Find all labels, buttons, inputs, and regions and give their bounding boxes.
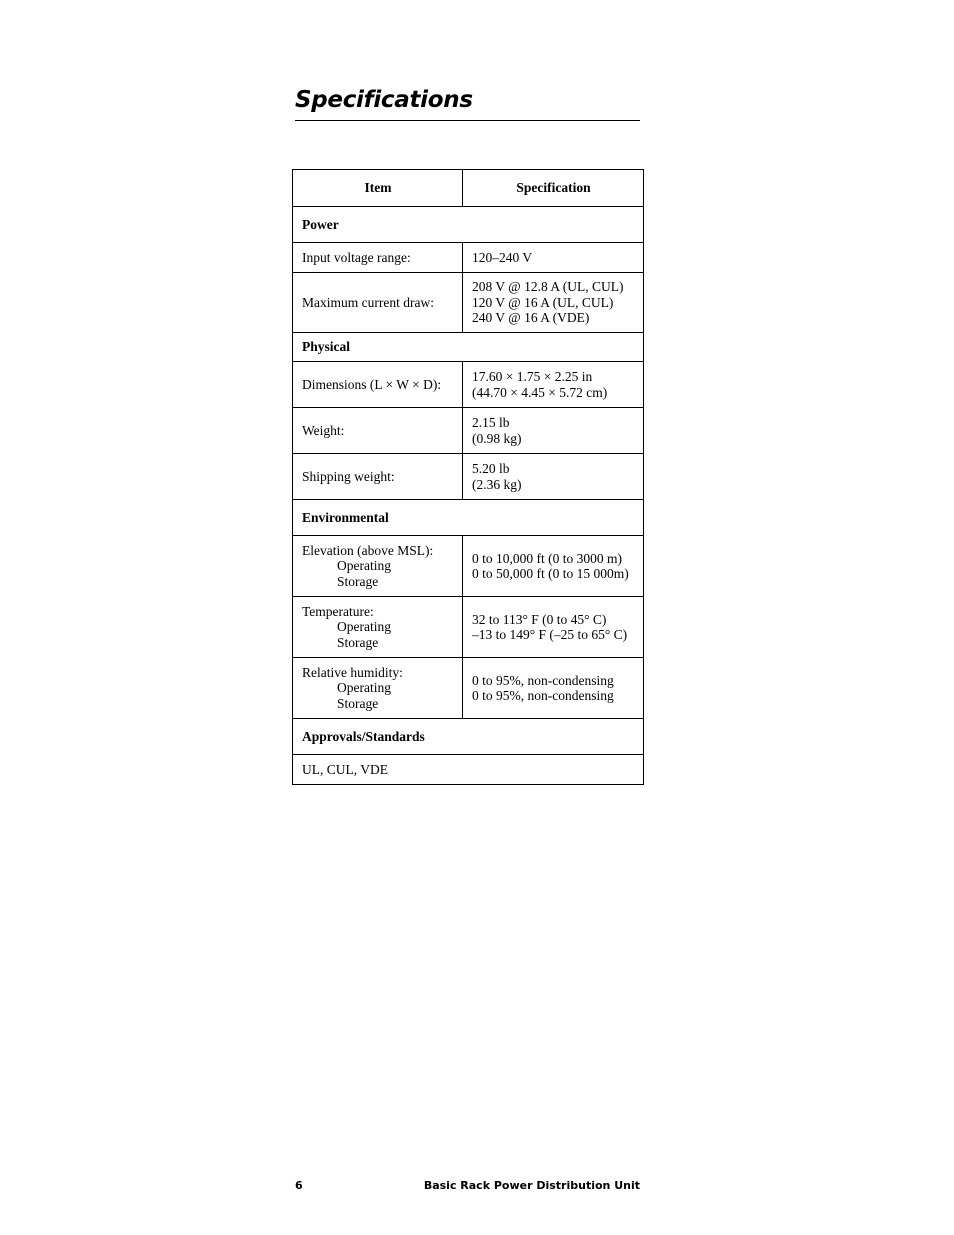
table-row bbox=[293, 408, 644, 454]
value-line: 17.60 × 1.75 × 2.25 in bbox=[472, 369, 593, 384]
row-label: Shipping weight: bbox=[293, 454, 463, 500]
value-line: 2.15 lb bbox=[472, 415, 510, 430]
value-line: 0 to 95%, non-condensing bbox=[472, 672, 614, 688]
row-label: Input voltage range: bbox=[293, 243, 463, 273]
sub-label: Operating bbox=[337, 558, 391, 574]
table-row bbox=[293, 362, 644, 408]
table-header-row bbox=[293, 170, 644, 207]
table-row bbox=[293, 454, 644, 500]
footer-document-title: Basic Rack Power Distribution Unit bbox=[423, 1179, 640, 1192]
row-value bbox=[463, 454, 644, 500]
row-label: Dimensions (L × W × D): bbox=[293, 362, 463, 408]
row-value bbox=[463, 536, 644, 597]
value-line: 0 to 95%, non-condensing bbox=[472, 688, 614, 703]
value-line: (0.98 kg) bbox=[472, 430, 522, 446]
sub-label: Storage bbox=[337, 573, 379, 589]
value-line: 32 to 113° F (0 to 45° C) bbox=[472, 611, 607, 627]
row-value: UL, CUL, VDE bbox=[293, 755, 644, 785]
value-line: 240 V @ 16 A (VDE) bbox=[472, 310, 590, 326]
section-power: Power bbox=[293, 207, 644, 243]
specifications-table bbox=[292, 169, 644, 785]
label-line: Relative humidity: bbox=[302, 664, 403, 680]
section-physical: Physical bbox=[293, 333, 644, 362]
value-line: (2.36 kg) bbox=[472, 476, 522, 492]
section-row-environmental bbox=[293, 500, 644, 536]
section-approvals: Approvals/Standards bbox=[293, 719, 644, 755]
label-line: Temperature: bbox=[302, 603, 374, 619]
page-number: 6 bbox=[295, 1179, 303, 1192]
row-label bbox=[293, 597, 463, 658]
row-value bbox=[463, 597, 644, 658]
section-environmental: Environmental bbox=[293, 500, 644, 536]
row-value bbox=[463, 408, 644, 454]
header-item: Item bbox=[293, 170, 463, 207]
table-row bbox=[293, 597, 644, 658]
value-line: 5.20 lb bbox=[472, 461, 510, 476]
row-label bbox=[293, 536, 463, 597]
table-row bbox=[293, 658, 644, 719]
section-row-physical bbox=[293, 333, 644, 362]
value-line: 0 to 10,000 ft (0 to 3000 m) bbox=[472, 550, 622, 566]
sub-label: Storage bbox=[337, 634, 379, 650]
sub-label: Operating bbox=[337, 619, 391, 635]
page-title: Specifications bbox=[295, 84, 640, 121]
table-row bbox=[293, 536, 644, 597]
label-line: Elevation (above MSL): bbox=[302, 542, 434, 558]
row-label: Maximum current draw: bbox=[293, 273, 463, 333]
sub-label: Storage bbox=[337, 695, 379, 711]
row-label: Weight: bbox=[293, 408, 463, 454]
value-line: (44.70 × 4.45 × 5.72 cm) bbox=[472, 384, 608, 400]
section-row-approvals bbox=[293, 719, 644, 755]
header-specification: Specification bbox=[463, 170, 644, 207]
table-row bbox=[293, 273, 644, 333]
row-value bbox=[463, 362, 644, 408]
row-value bbox=[463, 273, 644, 333]
row-value bbox=[463, 658, 644, 719]
section-row-power bbox=[293, 207, 644, 243]
value-line: 0 to 50,000 ft (0 to 15 000m) bbox=[472, 566, 629, 581]
table-row bbox=[293, 755, 644, 785]
value-line: 120 V @ 16 A (UL, CUL) bbox=[472, 294, 614, 310]
table-row bbox=[293, 243, 644, 273]
value-line: –13 to 149° F (–25 to 65° C) bbox=[472, 627, 628, 642]
sub-label: Operating bbox=[337, 680, 391, 696]
row-value: 120–240 V bbox=[463, 243, 644, 273]
value-line: 208 V @ 12.8 A (UL, CUL) bbox=[472, 279, 624, 295]
row-label bbox=[293, 658, 463, 719]
